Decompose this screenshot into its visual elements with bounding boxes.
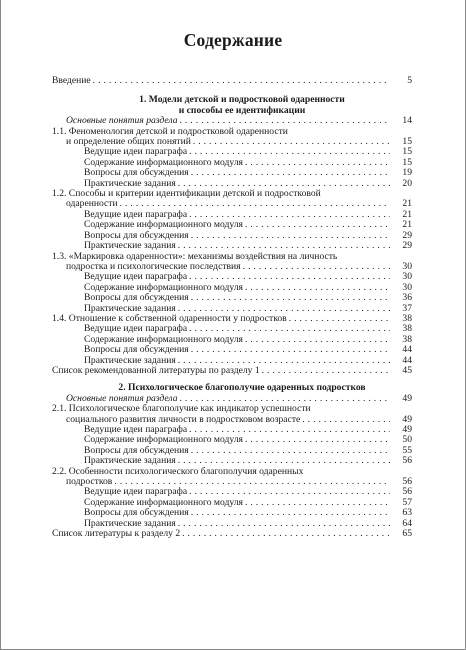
toc-entry-label: Вопросы для обсуждения [84,292,189,304]
leader-dots [189,293,390,303]
toc-page-number: 15 [402,156,412,168]
toc-entry-label: социального развития личности в подростковом возрасте [66,413,301,425]
toc-entry-label: Содержание информационного модуля [84,281,243,293]
leader-dots [189,168,390,178]
toc-page-number: 21 [402,208,412,220]
toc-paragraph-title[interactable]: 2.1. Психологическое благополучие как индикатор успешности [52,403,311,415]
toc-page-number: 56 [402,486,412,498]
toc-page-number: 15 [402,136,412,148]
toc-page-number: 63 [402,507,412,519]
toc-entry-label: Содержание информационного модуля [84,434,243,446]
toc-entry-label: и определение общих понятий [66,136,191,148]
toc-page-number: 29 [402,240,412,252]
toc-entry-label: Вопросы для обсуждения [84,507,189,519]
toc-page-number: 44 [402,344,412,356]
toc-entry-subitem[interactable] [52,345,412,355]
toc-paragraph-title[interactable]: 1.1. Феноменология детской и подростковой одаренности [52,125,288,137]
toc-entry-label: Практические задания [84,177,176,189]
toc-page-number: 30 [402,281,412,293]
toc-entry-label: Ведущие идеи параграфа [84,486,188,498]
toc-entry-label: Содержание информационного модуля [84,333,243,345]
leader-dots [243,283,390,293]
leader-dots [243,220,390,230]
toc-entry-label: Введение [52,75,91,86]
toc-page-number: 65 [402,528,412,540]
leader-dots [243,158,390,168]
leader-dots [91,76,390,86]
toc-entry-label: Практические задания [84,302,176,314]
toc-page-number: 45 [402,364,412,376]
page-title: Содержание [183,30,283,50]
toc-page-number: 49 [402,392,412,404]
leader-dots [189,446,390,456]
toc-page-number: 55 [402,444,412,456]
toc-entry-label: Ведущие идеи параграфа [84,424,188,435]
section-heading: 1. Модели детской и подростковой одаренности [139,94,345,106]
toc-entry-label: Основные понятия раздела [66,392,178,404]
leader-dots [241,262,390,272]
toc-entry-references[interactable] [52,529,412,539]
leader-dots [243,435,390,445]
toc-entry-subitem[interactable] [52,293,412,303]
toc-page-number: 56 [402,476,412,488]
leader-dots [191,137,390,147]
toc-page-number: 56 [402,455,412,467]
toc-entry-label: Содержание информационного модуля [84,496,243,508]
toc-page-number: 29 [402,229,412,241]
toc-page-number: 21 [402,219,412,231]
leader-dots [243,335,390,345]
toc-page-number: 19 [402,167,412,179]
toc-entry-label: подростков [66,476,113,488]
toc-entry-label: Ведущие идеи параграфа [84,146,188,158]
toc-page-number: 64 [402,517,412,529]
toc-entry-label: Вопросы для обсуждения [84,344,189,356]
section-heading-continuation: и способы ее идентификации [178,104,306,116]
toc-entry-label: Вопросы для обсуждения [84,229,189,241]
toc-entry-label: одаренности [66,198,118,210]
leader-dots [180,529,390,539]
toc-page-number: 38 [402,323,412,335]
leader-dots [176,241,390,251]
leader-dots [189,231,390,241]
section-heading: 2. Психологическое благополучие одаренных подростков [118,382,366,394]
toc-page-number: 38 [402,312,412,324]
leader-dots [243,498,390,508]
toc-entry-label: Основные понятия раздела [66,115,178,127]
toc-page-number: 37 [402,302,412,314]
toc-page-number: 44 [402,354,412,366]
toc-entry-label: Список литературы к разделу 2 [52,528,181,540]
toc-page-number: 50 [402,434,412,446]
toc-entry-label: Ведущие идеи параграфа [84,208,188,220]
toc-page-number: 21 [402,198,412,210]
toc-page-number: 38 [402,333,412,345]
toc-entry-label: подростка и психологические последствия [66,260,241,272]
toc-entry-label: Ведущие идеи параграфа [84,271,188,283]
toc-page-number: 36 [402,292,412,304]
toc-entry-label: Практические задания [84,455,176,467]
toc-paragraph-title[interactable]: 2.2. Особенности психологического благополучия одаренных [52,465,304,477]
toc-page-number: 14 [402,115,412,127]
toc-entry-label: Содержание информационного модуля [84,219,243,231]
toc-entry-references[interactable] [52,366,412,376]
toc-page-number: 20 [402,177,412,189]
leader-dots [287,314,390,324]
leader-dots [176,519,390,529]
toc-entry-subitem[interactable] [52,241,412,251]
table-of-contents [52,76,412,539]
leader-dots [260,366,390,376]
leader-dots [189,345,390,355]
toc-entry-label: Вопросы для обсуждения [84,167,189,179]
toc-page-number: 57 [402,496,412,508]
toc-entry-label: Содержание информационного модуля [84,156,243,168]
toc-entry-intro[interactable] [52,76,412,86]
toc-entry-label: Практические задания [84,354,176,366]
toc-page-number: 30 [402,271,412,283]
toc-paragraph-title[interactable]: 1.3. «Маркировка одаренности»: механизмы воздействия на личность [52,250,338,262]
toc-entry-label: Практические задания [84,240,176,252]
toc-page-number: 15 [402,146,412,158]
toc-page-number: 49 [402,424,412,435]
toc-paragraph-title[interactable]: 1.2. Способы и критерии идентификации детской и подростковой [52,188,321,200]
leader-dots [300,415,390,425]
toc-entry-label: Ведущие идеи параграфа [84,323,188,335]
toc-entry-label: Вопросы для обсуждения [84,444,189,456]
leader-dots [189,508,390,518]
toc-page-number: 30 [402,260,412,272]
toc-page-number: 5 [407,75,412,86]
toc-entry-label: Практические задания [84,517,176,529]
toc-entry-label: Список рекомендованной литературы по разделу 1 [52,364,260,376]
toc-page-number: 49 [402,413,412,425]
toc-entry-label: 1.4. Отношение к собственной одаренности у подростков [52,312,287,324]
